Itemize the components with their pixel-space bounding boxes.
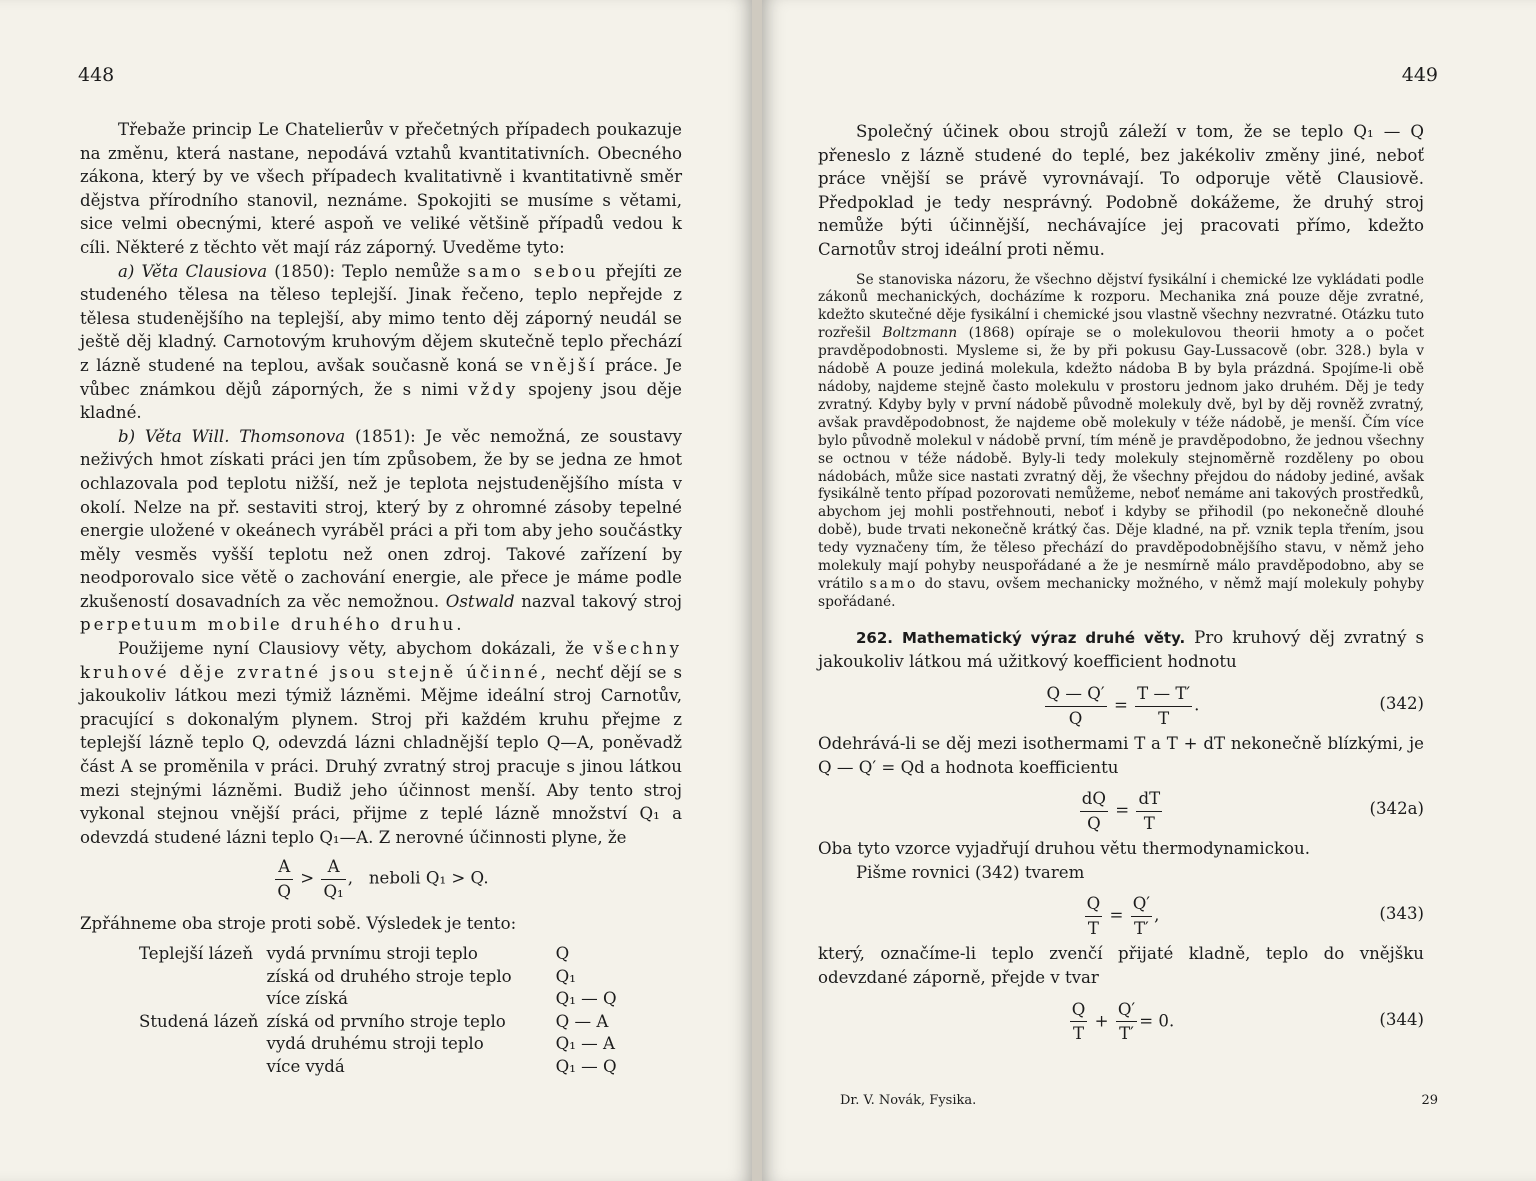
proof-paragraph: Použijeme nyní Clausiovy věty, abychom dokázali, že všechny kruhové děje zvratné jsou stejně účinné, nechť dějí se s jakoukoliv látkou mezi týmiž lázněmi. Mějme ideální stroj Carnotův, pracující s dokonalým plynem. Stroj při každém kruhu přejme z teplejší lázně teplo Q, odevzdá lázni chladnější teplo Q—A, poněvadž část A se proměnila v práci. Druhý zvratný stroj pracuje s jinou látkou mezi stejnými lázněmi. Budiž jeho účinnost menší. Aby tento stroj vykonal stejnou vnější práci, přijme z teplé lázně množství Q₁ a odevzdá studené lázni teplo Q₁—A. Z nerovné účinnosti plyne, že (80, 639, 682, 847)
equation-343: $\frac{Q}{T}$ = $\frac{Q'}{T'}$ , (343) (1086, 894, 1424, 938)
heat-balance-table (135, 943, 621, 1078)
quantity-cell: Q₁ (555, 966, 576, 986)
description-cell: více vydá (266, 1056, 345, 1076)
description-cell: vydá druhému stroji teplo (266, 1034, 484, 1054)
bath-cell (135, 1056, 262, 1079)
bath-cell (135, 1033, 262, 1056)
section-title: Mathematický výraz druhé věty. (901, 628, 1186, 647)
quantity-cell: Q (555, 944, 570, 964)
footer-author: Dr. V. Novák, Fysika. (840, 1093, 977, 1108)
clausius-title: Věta Clausiova (141, 261, 268, 281)
table-row (135, 1056, 621, 1079)
bath-cell: Teplejší lázeň (139, 944, 254, 964)
right-page (762, 0, 1536, 1181)
inequality: $\frac{A}{Q}$ > $\frac{A}{\text{Q₁}}$ , neboli Q₁ > Q. (277, 857, 489, 901)
description-cell: vydá prvnímu stroji teplo (266, 944, 478, 964)
section-262: 262. Mathematický výraz druhé věty. Pro kruhový děj zvratný s jakoukoliv látkou má užitkový koefficient hodnotu (818, 627, 1424, 672)
left-page (0, 0, 752, 1181)
section-number: 262. (856, 628, 894, 647)
description-cell: získá od prvního stroje teplo (266, 1011, 506, 1031)
left-body (80, 118, 682, 1078)
footer-sheet-number: 29 (1421, 1093, 1438, 1108)
quantity-cell: Q — A (555, 1011, 609, 1031)
after-342a-line2: Pišme rovnici (342) tvarem (856, 862, 1085, 882)
table-row (135, 943, 621, 966)
page-number: 448 (78, 64, 115, 86)
table-row (135, 966, 621, 989)
table-row (135, 988, 621, 1011)
quantity-cell: Q₁ — Q (555, 1056, 617, 1076)
equation-342a: $\frac{dQ}{Q}$ = $\frac{dT}{T}$ (342a) (1081, 789, 1424, 833)
clausius-paragraph: a) Věta Clausiova (1850): Teplo nemůže samo sebou přejíti ze studeného tělesa na těleso teplejší. Jinak řečeno, teplo nepřejde z tělesa studenějšího na teplejší, aby mimo tento děj záporný neudál se ještě děj kladný. Carnotovým kruhovým dějem skutečně teplo přechází z lázně studené na teplou, avšak současně koná se vnější práce. Je vůbec známkou dějů záporných, že s nimi vždy spojeny jsou děje kladné. (80, 261, 683, 423)
description-cell: získá od druhého stroje teplo (266, 966, 512, 986)
after-342a-line1: Oba tyto vzorce vyjadřují druhou větu thermodynamickou. (818, 839, 1311, 859)
equation-342: $\frac{Q — Q'}{Q}$ = $\frac{T — T'}{T}$ . (342) (1046, 683, 1424, 728)
bath-cell (135, 966, 262, 989)
quantity-cell: Q₁ — Q (555, 989, 617, 1009)
after-342: Odehrává-li se děj mezi isothermami T a T + dT nekonečně blízkými, je Q — Q′ = Qd a hodnota koefficientu (818, 733, 1424, 777)
right-body (818, 120, 1424, 1048)
thomson-paragraph: b) Věta Will. Thomsonova (1851): Je věc nemožná, ze soustavy neživých hmot získati práci jen tím způsobem, že by se jedna ze hmot ochlazovala pod teplotu nižší, než je teplota nejstudenějšího místa v okolí. Nelze na př. sestaviti stroj, který by z ohromné zásoby tepelné energie uložené v okeánech vyráběl práci a při tom aby jeho součástky měly vesměs vyšší teplotu než onen zdroj. Takové zařízení by neodporovalo sice větě o zachování energie, ale přece je máme podle zkušeností dosavadních za věc nemožnou. Ostwald nazval takový stroj perpetuum mobile druhého druhu. (80, 426, 683, 635)
thomson-title: Věta Will. Thomsonova (144, 426, 346, 446)
table-row (135, 1011, 621, 1034)
after-343: který, označíme-li teplo zvenčí přijaté kladně, teplo do vnějšku odevzdané záporně, přejde v tvar (818, 944, 1424, 987)
quantity-cell: Q₁ — A (555, 1034, 616, 1054)
equation-344: $\frac{Q}{T}$ + $\frac{Q'}{T'}$ = 0. (344) (1071, 999, 1424, 1044)
conclusion-paragraph: Společný účinek obou strojů záleží v tom, že se teplo Q₁ — Q přeneslo z lázně studené do teplé, bez jakékoliv změny jiné, neboť práce vnější se právě vyrovnávají. To odporuje větě Clausiově. Předpoklad je tedy nesprávný. Podobně dokážeme, že druhý stroj nemůže býti účinnější, nechávajíce jej pracovati přímo, kdežto Carnotův stroj ideální proti němu. (818, 122, 1424, 259)
boltzmann-note: Se stanoviska názoru, že všechno dějství fysikální i chemické lze vykládati podle zákonů mechanických, docházíme k rozporu. Mechanika zná pouze děje zvratné, kdežto skutečné děje fysikální i chemické jsou vlastně všechny nezvratné. Otázku tuto rozřešil Boltzmann (1868) opíraje se o molekulovou theorii hmoty a o počet pravděpodobnosti. Mysleme si, že by při pokusu Gay-Lussacově (obr. 328.) byla v nádobě A pouze jediná molekula, kdežto nádoba B by byla prázdná. Spojíme-li obě nádoby, najdeme stejně často molekulu v prostoru jednom jako druhém. Děj je tedy zvratný. Kdyby byly v první nádobě původně molekuly dvě, byl by děj rovněž zvratný, avšak pravděpodobnost, že najdeme obě molekuly v téže nádobě, je menší. Čím více bylo původně molekul v nádobě první, tím méně je pravděpodobno, že jednou všechny se octnou v téže nádobě. Byly-li tedy molekuly stejnoměrně rozděleny po obou nádobách, může sice nastati zvratný děj, že všechny přejdou do nádoby jediné, avšak fysikálně tento případ pozorovati nemůžeme, neboť nemáme ani takových prostředků, abychom jej mohli postřehnouti, neboť i kdyby se přihodil (po nekonečně dlouhé době), bude trvati nekonečně krátký čas. Děje kladné, na př. vznik tepla třením, jsou tedy vyznačeny tím, že těleso přechází do pravděpodobnějšího stavu, v němž jeho molekuly mají pohyby neuspořádané a že je nesmírně málo pravděpodobno, aby se vrátilo samo do stavu, ovšem mechanicky možného, v němž mají molekuly pohyby spořádané. (818, 271, 1425, 610)
book-gutter (752, 0, 762, 1181)
bath-cell: Studená lázeň (139, 1011, 259, 1031)
page-number: 449 (1401, 64, 1438, 86)
result-intro: Zpřáhneme oba stroje proti sobě. Výsledek je tento: (80, 913, 517, 933)
table-row (135, 1033, 621, 1056)
intro-paragraph: Třebaže princip Le Chatelierův v přečetných případech poukazuje na změnu, která nastane, nepodává vztahů kvantitativních. Obecného zákona, který by ve všech případech kvalitativně i kvantitativně směr dějstva přírodního stanovil, neznáme. Spokojiti se musíme s větami, sice velmi obecnými, které aspoň ve veliké většině případů vedou k cíli. Některé z těchto vět mají ráz záporný. Uveděme tyto: (80, 120, 682, 257)
bath-cell (135, 988, 262, 1011)
description-cell: více získá (266, 989, 349, 1009)
